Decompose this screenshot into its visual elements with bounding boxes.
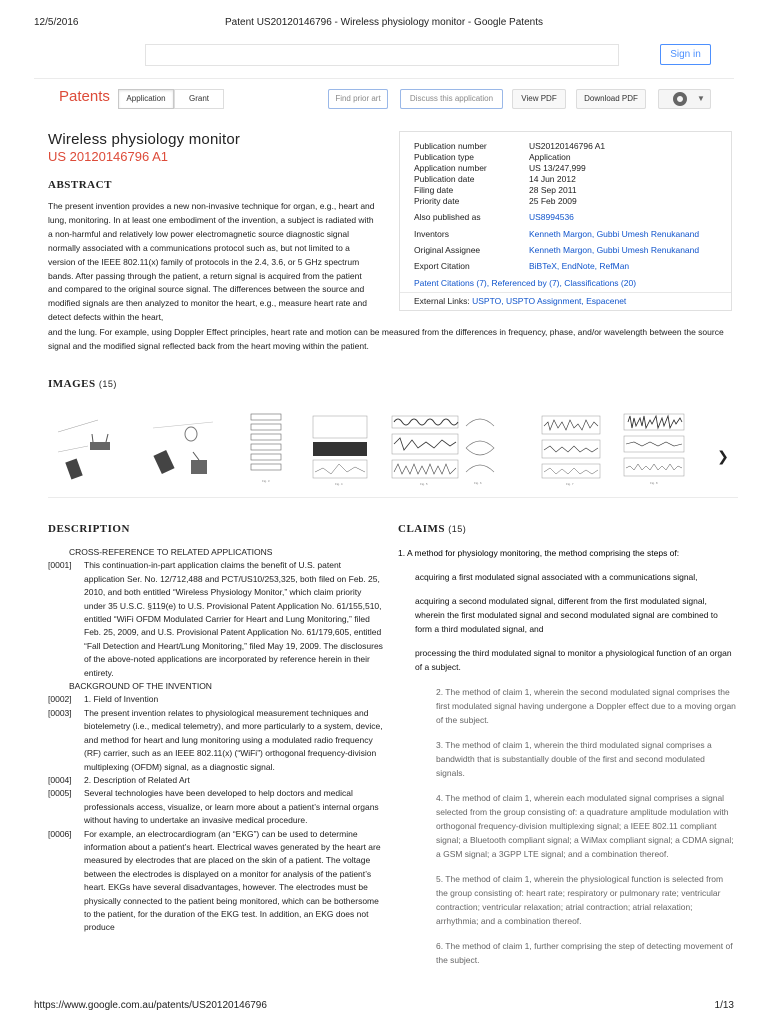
description-text: 1. Field of Invention <box>84 694 159 705</box>
print-page-number: 1/13 <box>714 1000 734 1011</box>
meta-label: Export Citation <box>414 261 470 271</box>
meta-value: 28 Sep 2011 <box>529 185 577 195</box>
search-input[interactable] <box>145 44 619 66</box>
description-paragraph <box>48 828 384 935</box>
figure-caption: Fig. 5 <box>420 482 428 486</box>
claims-body <box>398 546 736 967</box>
meta-value: US20120146796 A1 <box>529 141 606 151</box>
description-text: For example, an electrocardiogram (an “EKG”) can be used to determine information about a patient’s heart. Electrical waves generated by the heart are measured by electrodes that are placed on the skin of a patient. The voltage between the electrodes is displayed on a monitor for analysis of the patient’s heart. EKGs have several disadvantages, however. The electrodes must be physically connected to the patient being monitored, which can be bothersome to the patient, for the duration of the EKG test. In addition, an EKG does not produce <box>84 828 381 933</box>
claims-heading-label: CLAIMS <box>398 523 446 535</box>
claims-heading <box>398 523 466 535</box>
patent-number: US 20120146796 A1 <box>48 149 168 164</box>
paragraph-number: [0006] <box>48 828 72 839</box>
description-paragraph <box>48 707 384 774</box>
figure-thumbnail[interactable] <box>622 412 686 488</box>
paragraph-number: [0005] <box>48 788 72 799</box>
description-body <box>48 546 384 935</box>
figure-caption: Fig. 7 <box>566 482 574 486</box>
claim-4: 4. The method of claim 1, wherein each modulated signal comprises a signal selected from the group consisting of: a quadrature amplitude modulation with orthogonal frequency-division multiplexing signal; a IEEE 802.11 compliant signal; a Bluetooth compliant signal; a WiMax compliant signal; a CDMA signal; a GSM signal; a 3GPP LTE signal; and a combination thereof. <box>436 793 734 859</box>
claim-5: 5. The method of claim 1, wherein the physiological function is selected from the group consisting of: heart rate; respiratory or pulmonary rate; ventricular contraction; ventricular relaxation; atrial contraction; atrial relaxation; arrhythmia; and a combination thereof. <box>436 874 724 926</box>
meta-label: Publication date <box>414 174 475 184</box>
settings-menu-button[interactable] <box>658 89 711 109</box>
images-heading-label: IMAGES <box>48 378 96 390</box>
print-date: 12/5/2016 <box>34 17 79 28</box>
patent-metadata-box <box>399 131 732 311</box>
export-citation-links[interactable]: BiBTeX, EndNote, RefMan <box>529 261 630 271</box>
meta-label: Publication number <box>414 141 487 151</box>
print-footer <box>0 984 768 1024</box>
description-subheading <box>48 680 384 693</box>
figure-thumbnail[interactable] <box>462 412 498 488</box>
meta-label: Inventors <box>414 229 449 239</box>
paragraph-number: [0002] <box>48 694 72 705</box>
abstract-text: The present invention provides a new non-invasive technique for organ, e.g., heart and lung, monitoring. In at least one embodiment of the invention, a subject is radiated with a non-harmful and relatively low power electromagnetic source diagnostic signal normally associated with a communications protocol such as, but not limited to a version of the IEEE 802.11(x) family of protocols in the 2.4, 3.6, or 5 GHz spectrum bands. After passing through the patient, a return signal is acquired from the patient and compared to the original source signal. The differences between the source and modified signals are then analyzed to monitor the heart, e.g., measure heart rate and detect defects within the heart, <box>48 201 375 323</box>
print-title: Patent US20120146796 - Wireless physiology monitor - Google Patents <box>225 17 543 28</box>
assignee-link[interactable]: Kenneth Margon, Gubbi Umesh Renukanand <box>529 245 700 255</box>
gear-icon <box>673 92 687 106</box>
images-count: (15) <box>98 379 117 389</box>
patent-title: Wireless physiology monitor <box>48 131 241 148</box>
paragraph-number: [0004] <box>48 774 72 785</box>
meta-value: 25 Feb 2009 <box>529 196 577 206</box>
also-published-link[interactable]: US8994536 <box>529 212 574 222</box>
description-paragraph <box>48 693 384 706</box>
inventors-link[interactable]: Kenneth Margon, Gubbi Umesh Renukanand <box>529 229 700 239</box>
meta-value: US 13/247,999 <box>529 163 586 173</box>
view-pdf-button[interactable]: View PDF <box>512 89 566 109</box>
abstract-heading: ABSTRACT <box>48 179 112 191</box>
description-text: The present invention relates to physiological measurement techniques and biotelemetry (i.e., medical telemetry), and more particularly to a system, device, and method for heart and lung monitoring using a modulated radio frequency (RF) carrier, such as an IEEE 802.11(x) (“WiFi”) orthogonal frequency-division multiplexing (OFDM) signal, as a diagnostic signal. <box>84 707 383 772</box>
patents-logo[interactable]: Patents <box>59 88 110 105</box>
meta-label: Original Assignee <box>414 245 481 255</box>
chevron-down-icon: ▼ <box>697 94 705 103</box>
description-text: Several technologies have been developed to help doctors and medical professionals access, visualize, or learn more about a patient’s internal organs without having to undertake an invasive medical procedure. <box>84 788 379 826</box>
meta-label: Application number <box>414 163 487 173</box>
meta-value: 14 Jun 2012 <box>529 174 576 184</box>
meta-label: Publication type <box>414 152 475 162</box>
description-paragraph <box>48 559 384 680</box>
description-heading: DESCRIPTION <box>48 523 130 535</box>
print-url: https://www.google.com.au/patents/US20120146796 <box>34 1000 267 1011</box>
figure-caption: Fig. 4 <box>335 482 343 486</box>
header-divider <box>34 78 734 79</box>
claim-3: 3. The method of claim 1, wherein the third modulated signal comprises a bandwidth that is substantially double of the first and second modulated signals. <box>436 740 712 778</box>
claim-1-step: acquiring a first modulated signal associated with a communications signal, <box>415 572 698 582</box>
meta-label: Filing date <box>414 185 454 195</box>
description-text: CROSS-REFERENCE TO RELATED APPLICATIONS <box>69 547 273 557</box>
meta-value: Application <box>529 152 571 162</box>
figure-caption: Fig. 3 <box>262 479 270 483</box>
figure-thumbnail[interactable] <box>540 412 602 488</box>
print-header <box>0 0 768 40</box>
citations-links[interactable]: Patent Citations (7), Referenced by (7), Classifications (20) <box>414 278 637 288</box>
claim-1-step: processing the third modulated signal to monitor a physiological function of an organ of a subject. <box>415 648 732 672</box>
images-strip <box>48 398 738 494</box>
external-links <box>414 296 626 306</box>
paragraph-number: [0001] <box>48 560 72 571</box>
meta-divider <box>400 292 731 293</box>
external-links-label: External Links: <box>414 296 473 306</box>
figure-caption: Fig. 8 <box>650 481 658 485</box>
figure-thumbnail[interactable] <box>48 412 122 488</box>
description-paragraph <box>48 774 384 787</box>
chevron-right-icon: ❯ <box>717 448 729 464</box>
description-subheading <box>48 546 384 559</box>
paragraph-number: [0003] <box>48 707 72 718</box>
claim-2: 2. The method of claim 1, wherein the second modulated signal comprises the first modulated signal having undergone a Doppler effect due to a moving organ of the subject. <box>436 687 736 725</box>
meta-label: Priority date <box>414 196 460 206</box>
tab-application[interactable]: Application <box>118 89 174 109</box>
claims-count: (15) <box>448 524 467 534</box>
claim-6: 6. The method of claim 1, further comprising the step of detecting movement of the subject. <box>436 941 733 965</box>
tab-grant[interactable]: Grant <box>174 89 224 109</box>
description-text: This continuation-in-part application claims the benefit of U.S. patent application Ser. No. 12/712,488 and PCT/US10/253,325, both filed on Feb. 25, 2010, and both entitled “Wireless Physiology Monitor,” which claim priority under 35 U.S.C. §119(e) to U.S. Provisional Patent Application No. 61/155,510, entitled “WiFi OFDM Modulated Carrier for Heart and Lung Monitoring,” filed Feb. 25, 2009, and U.S. Provisional Patent Application No. 61/179,605, entitled “Fall Detection and Heart/Lung Monitoring,” filed May 19, 2009. The disclosures of the above-noted applications are incorporated by reference herein in their entirety. <box>84 560 383 678</box>
images-next-button[interactable] <box>708 436 738 476</box>
claim-1-step: acquiring a second modulated signal, different from the first modulated signal, wherein the first modulated signal and second modulated signal are combined to form a third modulated signal, and <box>415 596 718 634</box>
abstract-text-continued: and the lung. For example, using Doppler Effect principles, heart rate and motion can be measured from the differences in frequency, phase, and/or wavelength between the source signal and the modified signal reflected back from the heart moving within the patient. <box>48 327 724 351</box>
description-paragraph <box>48 787 384 827</box>
claim-1: 1. A method for physiology monitoring, the method comprising the steps of: <box>398 548 680 558</box>
find-prior-art-button[interactable]: Find prior art <box>328 89 388 109</box>
figure-thumbnail[interactable] <box>246 412 288 488</box>
download-pdf-button[interactable]: Download PDF <box>576 89 646 109</box>
discuss-application-button[interactable]: Discuss this application <box>400 89 503 109</box>
meta-label: Also published as <box>414 212 481 222</box>
images-heading <box>48 378 117 390</box>
description-text: 2. Description of Related Art <box>84 774 190 785</box>
figure-thumbnail[interactable] <box>390 412 460 488</box>
figure-thumbnail[interactable] <box>143 412 223 488</box>
images-divider <box>48 497 738 498</box>
sign-in-button[interactable]: Sign in <box>660 44 711 65</box>
figure-caption: Fig. 6 <box>474 481 482 485</box>
description-text: BACKGROUND OF THE INVENTION <box>69 681 212 692</box>
external-links-list[interactable]: USPTO, USPTO Assignment, Espacenet <box>472 296 627 306</box>
figure-thumbnail[interactable] <box>311 412 369 488</box>
